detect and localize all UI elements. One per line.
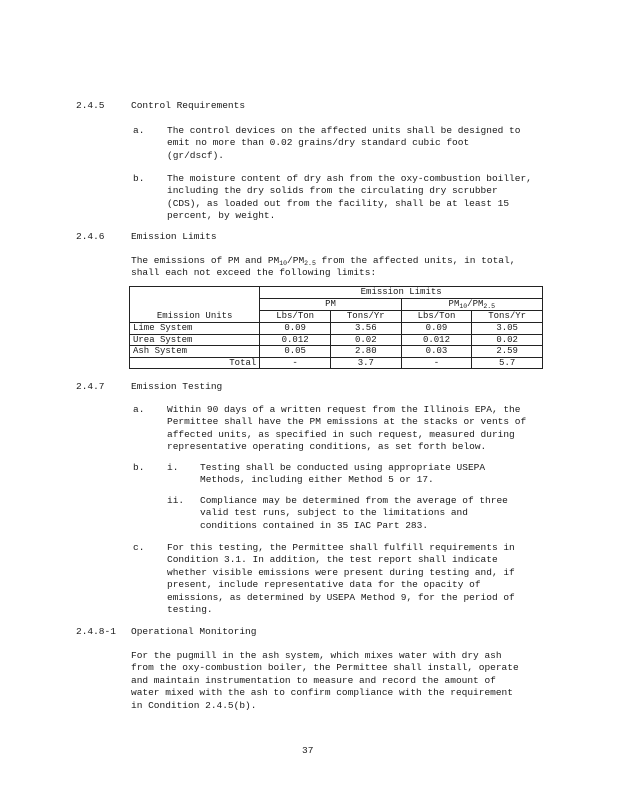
table-cell: 0.09 (401, 323, 472, 335)
table-header-row (130, 311, 543, 323)
table-header-row (130, 299, 543, 311)
table-header-row (130, 287, 543, 299)
text-line: The control devices on the affected units shall be designed to (167, 125, 521, 136)
emission-limits-intro (131, 255, 545, 280)
table-cell: 3.05 (472, 323, 543, 335)
page-number: 37 (302, 745, 314, 756)
text-line: percent, by weight. (167, 210, 276, 222)
table-cell-total-label: Total (130, 357, 260, 369)
table-cell: 0.02 (472, 334, 543, 346)
text-line: from the oxy-combustion boiler, the Permittee shall install, operate (131, 662, 519, 674)
table-cell: 0.03 (401, 346, 472, 358)
table-cell: - (401, 357, 472, 369)
text-line: water mixed with the ash to confirm compliance with the requirement (131, 687, 513, 699)
section-title-emission-testing: Emission Testing (131, 381, 223, 392)
text-line: Methods, including either Method 5 or 17. (200, 474, 434, 486)
subscript: 10 (459, 303, 468, 311)
paragraph-2-4-5-a (167, 125, 547, 162)
paragraph-2-4-7-b-i (200, 462, 530, 487)
text-line: (CDS), as loaded out from the facility, shall be at least 15 (167, 197, 510, 209)
table-cell: 0.05 (260, 346, 331, 358)
text-line: Testing shall be conducted using appropriate USEPA (200, 462, 486, 473)
paragraph-2-4-7-b-ii (200, 495, 530, 532)
item-label-2-4-5-b: b. (133, 173, 145, 184)
text-line: Within 90 days of a written request from the Illinois EPA, the (167, 404, 521, 415)
table-cell-unit: Lime System (130, 323, 260, 335)
text-line: emissions, as determined by USEPA Method 9, for the period of (167, 591, 515, 603)
table-header-emission-units: Emission Units (130, 311, 260, 323)
table-cell: 2.80 (330, 346, 401, 358)
text-line: representative operating conditions, as set forth below. (167, 441, 487, 453)
text-fragment: PM (448, 299, 460, 310)
text-line: including the dry solids from the circulating dry scrubber (167, 185, 498, 197)
section-title-control-requirements: Control Requirements (131, 100, 246, 111)
paragraph-2-4-7-a (167, 404, 547, 454)
table-row (130, 334, 543, 346)
text-line: For this testing, the Permittee shall fulfill requirements in (167, 542, 515, 553)
table-total-row (130, 357, 543, 369)
text-line: present, include representative data for the opacity of (167, 579, 481, 591)
item-label-2-4-7-c: c. (133, 542, 145, 553)
subscript: 2.5 (304, 260, 316, 267)
section-number-2-4-8-1: 2.4.8-1 (76, 626, 116, 637)
text-line: affected units, as specified in such request, measured during (167, 428, 515, 440)
table-header-cell: Lbs/Ton (401, 311, 472, 323)
table-header-cell: Tons/Yr (472, 311, 543, 323)
table-row (130, 323, 543, 335)
table-cell: 0.012 (260, 334, 331, 346)
section-number-2-4-5: 2.4.5 (76, 100, 105, 111)
table-cell: - (260, 357, 331, 369)
item-label-2-4-7-a: a. (133, 404, 145, 415)
table-header-emission-limits: Emission Limits (260, 287, 543, 299)
emission-limits-table (129, 286, 543, 369)
paragraph-2-4-7-c (167, 542, 547, 616)
table-cell: 5.7 (472, 357, 543, 369)
subscript: 10 (279, 260, 288, 267)
item-label-2-4-5-a: a. (133, 125, 145, 136)
item-label-2-4-7-b-ii: ii. (167, 495, 185, 506)
paragraph-2-4-5-b (167, 173, 547, 223)
section-title-emission-limits: Emission Limits (131, 231, 217, 242)
text-line: and maintain instrumentation to measure and record the amount of (131, 674, 496, 686)
text-line: valid test runs, subject to the limitations and (200, 507, 468, 519)
text-line: (gr/dscf). (167, 149, 225, 161)
table-header-cell: Lbs/Ton (260, 311, 331, 323)
table-header-pm10 (401, 299, 542, 311)
text-line: conditions contained in 35 IAC Part 283. (200, 519, 429, 531)
text-line: Condition 3.1. In addition, the test report shall indicate (167, 554, 498, 566)
text-fragment: /PM (287, 255, 305, 266)
text-fragment: The emissions of PM and PM (131, 255, 280, 266)
subscript: 2.5 (483, 303, 496, 311)
table-cell: 0.09 (260, 323, 331, 335)
table-cell: 2.59 (472, 346, 543, 358)
section-number-2-4-6: 2.4.6 (76, 231, 105, 242)
table-header-pm: PM (260, 299, 401, 311)
section-title-operational-monitoring: Operational Monitoring (131, 626, 257, 637)
table-header-cell (130, 287, 260, 299)
table-header-cell (130, 299, 260, 311)
table-cell-unit: Ash System (130, 346, 260, 358)
text-line: in Condition 2.4.5(b). (131, 699, 257, 711)
text-line: testing. (167, 604, 213, 616)
item-label-2-4-7-b-i: i. (167, 462, 179, 473)
table-cell: 0.02 (330, 334, 401, 346)
text-line: Permittee shall have the PM emissions at the stacks or vents of (167, 416, 527, 428)
text-line: emit no more than 0.02 grains/dry standard cubic foot (167, 137, 470, 149)
text-fragment: from the affected units, in total, (315, 255, 516, 266)
text-line: For the pugmill in the ash system, which mixes water with dry ash (131, 650, 502, 661)
text-line: Compliance may be determined from the average of three (200, 495, 508, 506)
table-header-cell: Tons/Yr (330, 311, 401, 323)
table-cell: 3.7 (330, 357, 401, 369)
text-line (131, 255, 545, 267)
item-label-2-4-7-b: b. (133, 462, 145, 473)
table-cell: 0.012 (401, 334, 472, 346)
paragraph-2-4-8-1 (131, 650, 545, 712)
text-fragment: /PM (467, 299, 484, 310)
table-cell-unit: Urea System (130, 334, 260, 346)
text-line: whether visible emissions were present during testing and, if (167, 566, 515, 578)
table-row (130, 346, 543, 358)
table-cell: 3.56 (330, 323, 401, 335)
text-line: The moisture content of dry ash from the oxy-combustion boiller, (167, 173, 532, 184)
section-number-2-4-7: 2.4.7 (76, 381, 105, 392)
text-line: shall each not exceed the following limits: (131, 267, 377, 279)
